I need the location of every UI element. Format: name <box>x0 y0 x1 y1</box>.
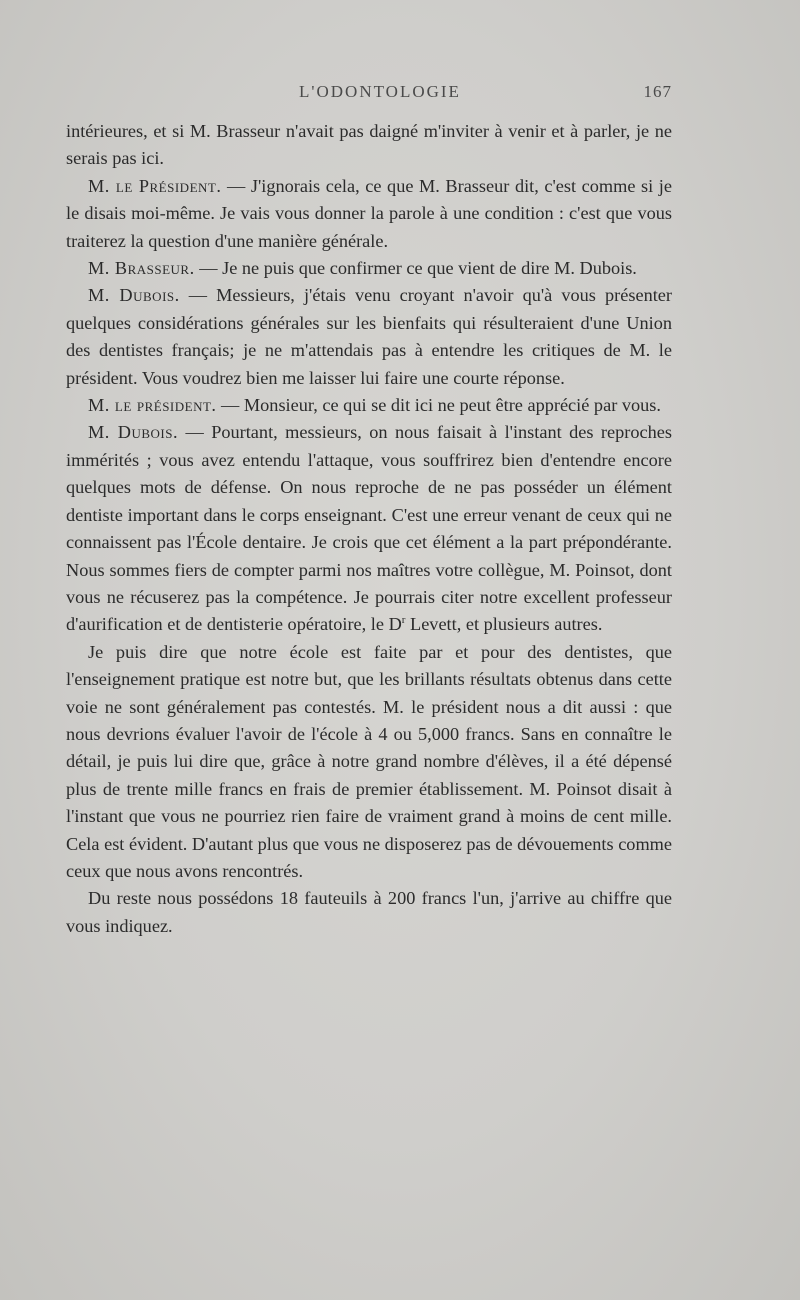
paragraph-text: Du reste nous possédons 18 fauteuils à 200 francs l'un, j'arrive au chiffre que vous indiquez. <box>66 888 672 936</box>
paragraph-text: — Je ne puis que confirmer ce que vient de dire M. Dubois. <box>194 258 637 279</box>
paragraph-5 <box>66 392 672 419</box>
running-head <box>88 82 672 108</box>
page-number: 167 <box>643 82 672 101</box>
paragraph-3 <box>66 255 672 282</box>
speaker-name: M. Brasseur. <box>88 258 195 279</box>
paragraph-text: intérieures, et si M. Brasseur n'avait pas daigné m'inviter à venir et à parler, je ne serais pas ici. <box>66 121 672 169</box>
paragraph-text: — J'ignorais cela, ce que M. Brasseur dit, c'est comme si je le disais moi-même. Je vais vous donner la parole à une condition : c'est que vous traiterez la question d'une manière générale. <box>66 175 672 251</box>
paragraph-text-tail: Levett, et plusieurs autres. <box>405 614 603 635</box>
paragraph-text: — Messieurs, j'étais venu croyant n'avoir qu'à vous présenter quelques considérations générales sur les bienfaits qui résulteraient d'une Union des dentistes français; je ne m'attendais pas à entendre les critiques de M. le président. Vous voudrez bien me laisser lui faire une courte réponse. <box>66 285 672 388</box>
superscript-r: r <box>401 614 406 627</box>
paragraph-text: — Monsieur, ce qui se dit ici ne peut être apprécié par vous. <box>216 395 661 416</box>
speaker-name: M. le président. <box>88 395 217 416</box>
paragraph-4 <box>66 282 672 392</box>
speaker-name: M. Dubois. <box>88 285 180 306</box>
body-text <box>66 118 672 940</box>
paragraph-text: — Pourtant, messieurs, on nous faisait à l'instant des reproches immérités ; vous avez entendu l'attaque, vous souffrirez bien d'entendre encore quelques mots de défense. On nous reproche de ne pas posséder un élément dentiste important dans le corps enseignant. C'est une erreur venant de ceux qui ne connaissent pas l'École dentaire. Je crois que cet élément a la part prépondérante. Nous sommes fiers de compter parmi nos maîtres votre collègue, M. Poinsot, dont vous ne récuserez pas la compétence. Je pourrais citer notre excellent professeur d'aurification et de dentisterie opératoire, le D <box>66 422 672 635</box>
paragraph-2 <box>66 173 672 255</box>
paragraph-7 <box>66 639 672 886</box>
running-title: L'ODONTOLOGIE <box>299 82 461 101</box>
paragraph-8 <box>66 885 672 940</box>
speaker-name: M. Dubois. <box>88 422 179 443</box>
speaker-name: M. le Président. <box>88 175 222 196</box>
paragraph-1 <box>66 118 672 173</box>
paragraph-text: Je puis dire que notre école est faite par et pour des dentistes, que l'enseignement pratique est notre but, que les brillants résultats obtenus dans cette voie ne sont généralement pas contestés. M. le président nous a dit aussi : que nous devrions évaluer l'avoir de l'école à 4 ou 5,000 francs. Sans en connaître le détail, je puis lui dire que, grâce à notre grand nombre d'élèves, il a été dépensé plus de trente mille francs en frais de premier établissement. M. Poinsot disait à l'instant que vous ne pourriez rien faire de vraiment grand à moins de cent mille. Cela est évident. D'autant plus que vous ne disposerez pas de dévouements comme ceux que nous avons rencontrés. <box>66 641 672 881</box>
paragraph-6 <box>66 419 672 638</box>
